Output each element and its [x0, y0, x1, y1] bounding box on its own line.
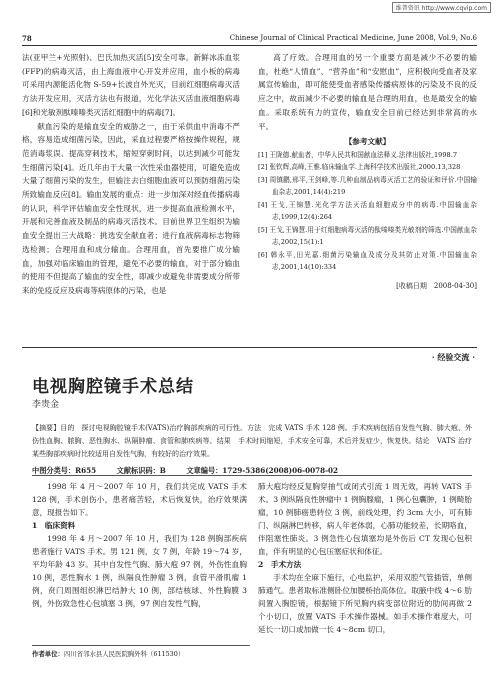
document-code: 文献标识码：B [116, 466, 166, 475]
paragraph: 法(亚甲兰+光照射)、巴氏加热灭活[5]安全可靠。新鲜冰冻血浆(FFP)的病毒灭活，由上海血液中心开发并应用，血小板的病毒可采用内源能活化物 S-59+长波自外光灭，目前红细胞病毒灭活方法开发应用，灭活方法也有报道，光化学法灭活血液细胞病毒[6]和光敏剂酞嗪嗪类灭活红细胞中的病毒[7]。 [22, 53, 240, 117]
reference-item: [2] 张钦辉,高峰,王雅.临床输血学.上海科学技术出版社,2000.13,328 [258, 163, 461, 172]
footnote-text: 四川省邻水县人民医院胸外科（611530） [63, 650, 185, 658]
abstract-rule [32, 475, 472, 476]
paragraph: 肺大疱均经反复胸穿抽气或闭式引流 1 周无效，再转 VATS 手术。3 例纵隔良性肿瘤中 1 例胸腺瘤，1 例心包囊肿，1 例畸胎瘤，10 例肺癌患转位 3 例，前线处理，约 3cm 大小，可有肺门、纵隔淋巴转移，病人年老体弱，心肺功能较差，长期咯血，伴阻塞性肺炎。3 例急性心包填塞均是外伤后 CT 发现心包积血，伴有明显的心包压塞症状和体征。 [258, 482, 472, 556]
watermark-stamp: 维普资讯 http://www.cqvip.com [392, 2, 491, 13]
reference-item: [4] 王戈,王锦慧.光化学方法灭活血细胞成分中的病毒.中国输血杂志,1999,12(4):264 [258, 200, 477, 222]
references-heading: 【参考文献】 [344, 137, 391, 147]
received-date: [收稿日期 2008-04-30] [396, 281, 477, 290]
paragraph: 高了疗效。合理用血的另一个重要方面是减少不必要的输血，杜绝“人情血”、“营养血”和“安慰血”，应积极向受血者及家属宣传输血，即可能使受血者感染传播病原体的污染及不良的反应之中，故而减少不必要的输血是合理的用血，也是最安全的输血。采取系统有力的宣传，输血安全目前已经达到非常高的水平。 [258, 53, 477, 131]
paragraph: 献血污染的是输血安全的威胁之一，由于采供血中消毒不严格，容易造成细菌污染，因此，采血过程要严格按操作规程，规范消毒浆误、提高穿刺技术，缩短穿刺时间，以达到减少可能发生细菌污染[4]。近几年由于大量一次性采血器使用，可避免造成大量了细菌污染的发生，但输注去白细胞血液可以预防细菌污染所致输血反应[8]。输血发展的重点：进一步加深对经血传播病毒的认识，科学评估输血安全性现状，进一步提高血液检测水平，开展和完善血液及制品的病毒灭活技术。目前世界卫生组织为输血安全提出三大战略：挑选安全献血者；进行血液病毒标志物筛选检测；合理用血和成分输血。合理用血，首先要推广成分输血，加强对临床输血的管理，避免不必要的输血，对于部分输血的使用不但提高了输血的安全性，即减少或避免非需要成分所带来的免疫反应及病毒等病原体的污染，也是 [22, 121, 240, 295]
header-rule [22, 45, 477, 46]
section-heading: 1 临床资料 [32, 521, 76, 530]
clc-number: 中图分类号：R655 [32, 466, 97, 475]
reference-item: [3] 周镇鹏,邢平,王剑峰,等.几种血制品病毒灭活工艺的验证和评价.中国输血杂志,2001,14(4):219 [258, 175, 477, 197]
paragraph: 手术均在全麻下施行，心电监护，采用双腔气管插管，单侧肺通气。患者取标准侧卧位加腰桥抬高体位。取腋中线 4～6 肋间置入胸腔镜，根据镜下所见胸内病变部位附近的肋间再做 2 个小切口，放置 VATS 手术操作器械。如手术操作难度大，可延长一切口或加做一长 4～8cm 切口， [258, 573, 472, 634]
body-left-column [32, 480, 247, 610]
section-heading: 2 手术方法 [258, 560, 302, 569]
abstract: 【摘要】目的 探讨电视胸腔镜手术(VATS)治疗胸部疾病的可行性。方法 完成 VATS 手术 128 例。手术疾病包括自发性气胸、肺大疱、外伤性血胸、脓胸、恶性胸水、纵隔肿瘤、食管和肺疾病等。结果 手术时间缩短，手术安全可靠，术后并发症少，恢复快。结论 VATS 治疗某些胸部疾病时比较适用自发性气胸，有较好的治疗效果。 [32, 424, 472, 458]
footnote-label: 作者单位： [32, 650, 64, 658]
reference-item: [5] 王戈,王锦慧.用于红细胞病毒灭活的酞嗪嗪类光敏剂的筛选.中国献血杂志,2002,15(1):1 [258, 225, 477, 247]
article-title: 电视胸腔镜手术总结 [32, 377, 194, 397]
reference-item: [6] 韩永平,田光嘉.细菌污染输血及成分及其防止对策.中国输血杂志,2001,14(10):334 [258, 250, 477, 272]
page-number: 78 [22, 34, 32, 43]
column-heading: · 经验交流 · [431, 352, 475, 362]
paragraph: 1998 年 4 月～2007 年 10 月，我们共完成 VATS 手术 128 例，手术创伤小，患者痛苦轻，术后恢复快，治疗效果满意，现报告如下。 [32, 482, 247, 517]
body-right-column [258, 480, 472, 636]
top-right-column [258, 51, 477, 294]
author-affiliation-footnote [32, 645, 250, 658]
journal-title: Chinese Journal of Clinical Practical Medicine, June 2008, Vol.9, No.6 [229, 34, 477, 42]
article-id: 文章编号：1729-5386(2008)06-0078-02 [186, 466, 339, 475]
top-left-column [22, 51, 240, 298]
section-separator [22, 347, 477, 348]
reference-item: [1] 王陇德.献血者，中华人民共和国献血法释义.法律出版社,1998.7 [258, 150, 458, 159]
article-author: 李贵金 [32, 400, 60, 410]
paragraph: 1998 年 4 月～2007 年 10 月，我们为 128 例胸部疾病患者施行 VATS 手术。男 121 例，女 7 例，年龄 19～74 岁，平均年龄 43 岁。其中自发性气胸、肺大疱 97 例，外伤性血胸 10 例，恶性胸水 1 例，纵隔良性肿瘤 3 例，食管平滑肌瘤 1 例，贲门周围组织淋巴结肿大 10 例，部结核球、外性胸膜 3 例，外伤致急性心包填塞 3 例，97 例自发性气胸， [32, 534, 247, 608]
